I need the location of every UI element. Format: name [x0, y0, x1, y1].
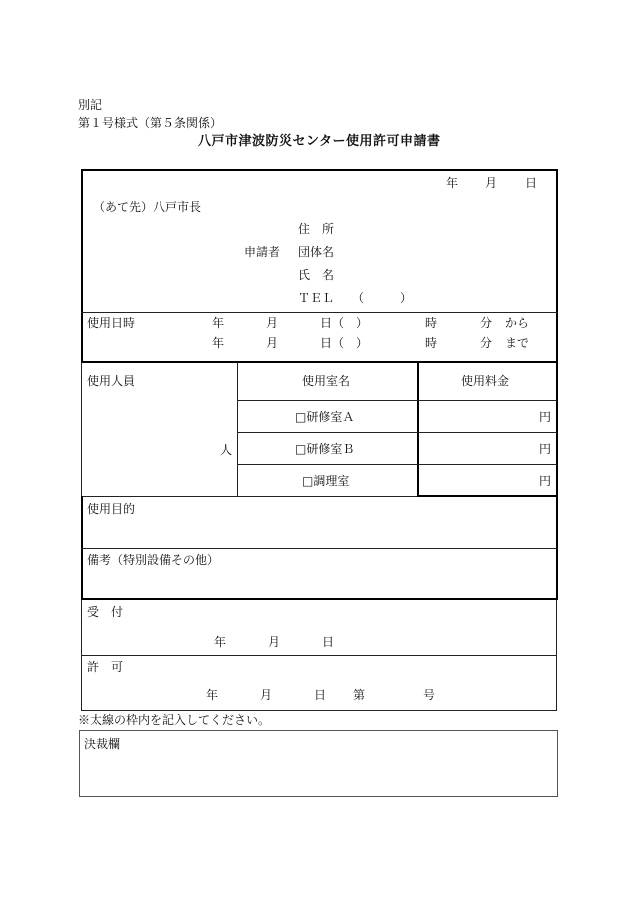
tel-label: ＴＥＬ （ ）: [298, 291, 413, 305]
address-label: 住 所: [298, 222, 335, 236]
room-name-header: 使用室名: [302, 374, 351, 388]
applicant-label: 申請者: [244, 245, 281, 259]
permission-dai: 第: [353, 688, 366, 702]
people-left-border: [81, 362, 82, 497]
end-month: 月: [266, 336, 279, 350]
end-hour: 時: [425, 336, 438, 350]
permission-day: 日: [314, 688, 327, 702]
divider-datetime-people: [81, 361, 558, 363]
purpose-label: 使用目的: [87, 502, 136, 516]
remarks-label: 備考（特別設備その他）: [87, 553, 220, 567]
start-day: 日（ ）: [320, 316, 369, 330]
usage-people-unit: 人: [220, 443, 233, 457]
room-row-line-3: [237, 464, 557, 465]
permission-bottom-line: [81, 710, 557, 711]
appendix-label: 別記: [78, 98, 103, 112]
application-date-month: 月: [485, 176, 498, 190]
end-day: 日（ ）: [320, 336, 369, 350]
addressee: （あて先）八戸市長: [93, 200, 202, 214]
fee-unit-b: 円: [539, 442, 552, 456]
start-year: 年: [212, 316, 225, 330]
usage-people-label: 使用人員: [87, 374, 136, 388]
frame-right-border: [556, 169, 558, 363]
approval-label: 決裁欄: [84, 737, 121, 751]
permission-label: 許 可: [87, 660, 124, 674]
reception-month: 月: [268, 635, 281, 649]
approval-box: [79, 730, 558, 797]
application-date-year: 年: [446, 176, 459, 190]
application-date-day: 日: [525, 176, 538, 190]
start-month: 月: [266, 316, 279, 330]
people-room-divider: [237, 362, 238, 497]
instruction-note: ※太線の枠内を記入してください。: [78, 713, 271, 727]
end-year: 年: [212, 336, 225, 350]
form-number: 第１号様式（第５条関係）: [78, 116, 223, 130]
room-checkbox-b[interactable]: □研修室Ｂ: [295, 442, 355, 456]
reception-day: 日: [322, 635, 335, 649]
remarks-bottom-border: [81, 598, 558, 600]
room-checkbox-kitchen[interactable]: □調理室: [302, 474, 350, 488]
name-label: 氏 名: [298, 268, 335, 282]
start-minute: 分: [480, 316, 493, 330]
room-row-line-2: [237, 432, 557, 433]
fee-right-border: [556, 362, 558, 497]
room-checkbox-a[interactable]: □研修室Ａ: [295, 410, 355, 424]
permission-gou: 号: [423, 688, 436, 702]
reception-year: 年: [214, 635, 227, 649]
page-title: 八戸市津波防災センター使用許可申請書: [198, 134, 441, 149]
fee-unit-a: 円: [539, 410, 552, 424]
reception-label: 受 付: [87, 605, 124, 619]
permission-month: 月: [260, 688, 273, 702]
frame-top-border: [81, 169, 558, 171]
fee-header: 使用料金: [461, 374, 510, 388]
organization-label: 団体名: [298, 245, 335, 259]
divider-applicant-datetime: [81, 312, 558, 313]
to-label: まで: [505, 336, 530, 350]
from-label: から: [505, 316, 530, 330]
usage-datetime-label: 使用日時: [87, 316, 136, 330]
purpose-remarks-divider: [81, 548, 558, 549]
frame-left-border: [81, 169, 83, 363]
reception-permission-divider: [81, 655, 557, 656]
fee-left-border: [417, 362, 419, 497]
end-minute: 分: [480, 336, 493, 350]
permission-year: 年: [206, 688, 219, 702]
room-row-line-1: [237, 400, 557, 401]
start-hour: 時: [425, 316, 438, 330]
fee-bottom-border: [417, 495, 558, 497]
fee-unit-kitchen: 円: [539, 474, 552, 488]
